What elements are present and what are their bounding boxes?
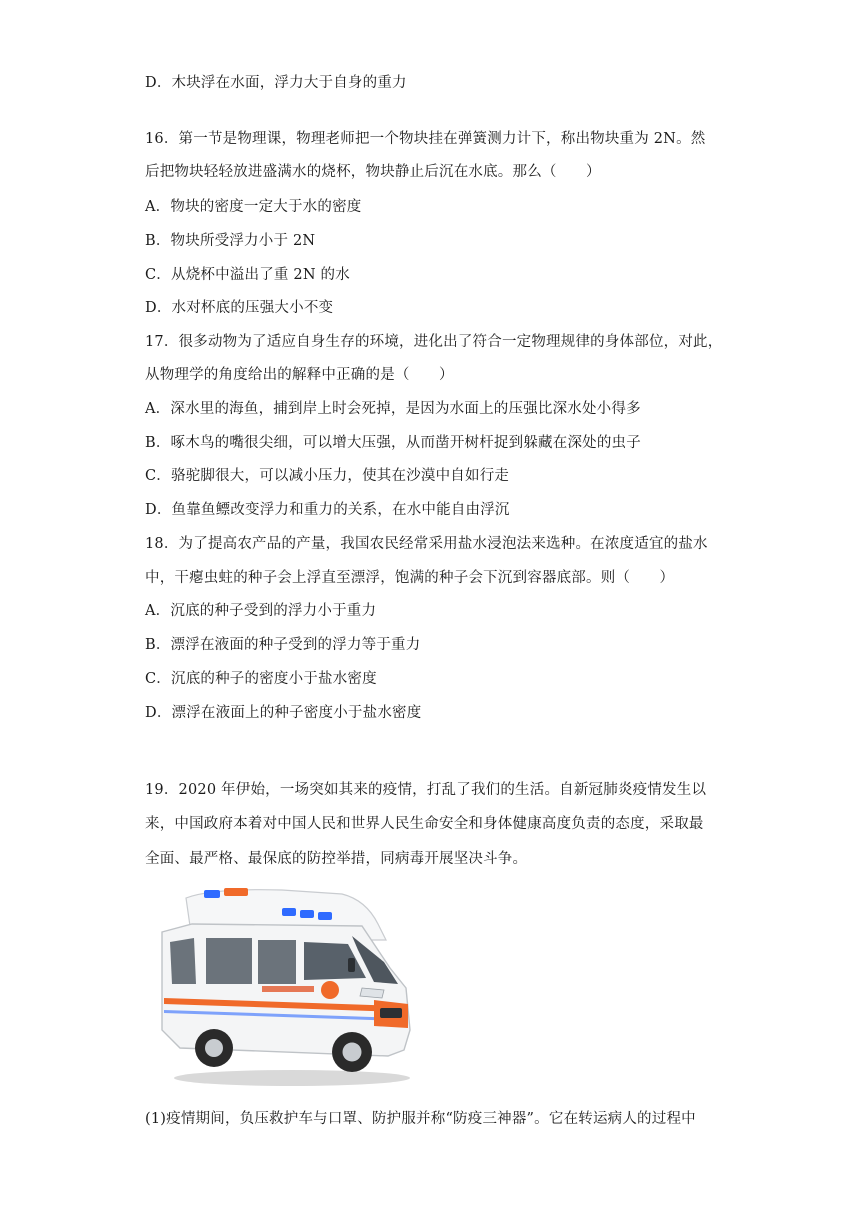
rear-window [170,938,196,984]
side-text-band [262,986,314,992]
option-16-b: B．物块所受浮力小于 2N [145,233,316,249]
option-17-c: C．骆驼脚很大，可以减小压力，使其在沙漠中自如行走 [145,468,510,484]
side-window-2 [258,940,296,984]
door-emblem [321,981,339,999]
warning-light-front-right [318,912,332,920]
option-17-d: D．鱼靠鱼鳔改变浮力和重力的关系，在水中能自由浮沉 [145,502,510,518]
front-wheel-rim [343,1043,362,1062]
question-18-stem-line-2: 中，干瘪虫蛀的种子会上浮直至漂浮，饱满的种子会下沉到容器底部。则（ ） [145,570,675,586]
question-19-stem-line-3: 全面、最严格、最保底的防控举措，同病毒开展坚决斗争。 [145,851,528,867]
option-16-a: A．物块的密度一定大于水的密度 [145,199,362,215]
warning-light-orange [224,888,248,896]
headlight [360,988,384,998]
question-16-stem-line-2: 后把物块轻轻放进盛满水的烧杯，物块静止后沉在水底。那么（ ） [145,164,601,180]
question-19-stem-line-2: 来，中国政府本着对中国人民和世界人民生命安全和身体健康高度负责的态度，采取最 [145,816,704,832]
question-17-stem-line-2: 从物理学的角度给出的解释中正确的是（ ） [145,367,454,383]
ground-shadow [174,1070,410,1086]
option-18-b: B．漂浮在液面的种子受到的浮力等于重力 [145,637,421,653]
option-18-c: C．沉底的种子的密度小于盐水密度 [145,671,377,687]
option-18-d: D．漂浮在液面上的种子密度小于盐水密度 [145,705,422,721]
question-19-stem-line-1: 19．2020 年伊始，一场突如其来的疫情，打乱了我们的生活。自新冠肺炎疫情发生以 [145,782,707,798]
rear-wheel-rim [205,1039,223,1057]
warning-light-front-left [282,908,296,916]
option-16-c: C．从烧杯中溢出了重 2N 的水 [145,267,350,283]
question-16-stem-line-1: 16．第一节是物理课，物理老师把一个物块挂在弹簧测力计下，称出物块重为 2N。然 [145,131,706,147]
option-17-b: B．啄木鸟的嘴很尖细，可以增大压强，从而凿开树杆捉到躲藏在深处的虫子 [145,435,641,451]
ambulance-icon [152,880,416,1090]
grille [380,1008,402,1018]
ambulance-illustration [152,880,416,1090]
option-17-a: A．深水里的海鱼，捕到岸上时会死掉，是因为水面上的压强比深水处小得多 [145,401,641,417]
option-16-d: D．水对杯底的压强大小不变 [145,300,334,316]
option-15-d: D．木块浮在水面，浮力大于自身的重力 [145,75,407,91]
side-window-1 [206,938,252,984]
option-18-a: A．沉底的种子受到的浮力小于重力 [145,603,377,619]
question-17-stem-line-1: 17．很多动物为了适应自身生存的环境，进化出了符合一定物理规律的身体部位，对此， [145,334,723,350]
warning-light-front-center [300,910,314,918]
side-mirror [348,958,355,972]
question-18-stem-line-1: 18．为了提高农产品的产量，我国农民经常采用盐水浸泡法来选种。在浓度适宜的盐水 [145,536,708,552]
warning-light-blue [204,890,220,898]
question-19-sub-1-line-1: (1)疫情期间，负压救护车与口罩、防护服并称“防疫三神器”。它在转运病人的过程中 [145,1111,696,1127]
